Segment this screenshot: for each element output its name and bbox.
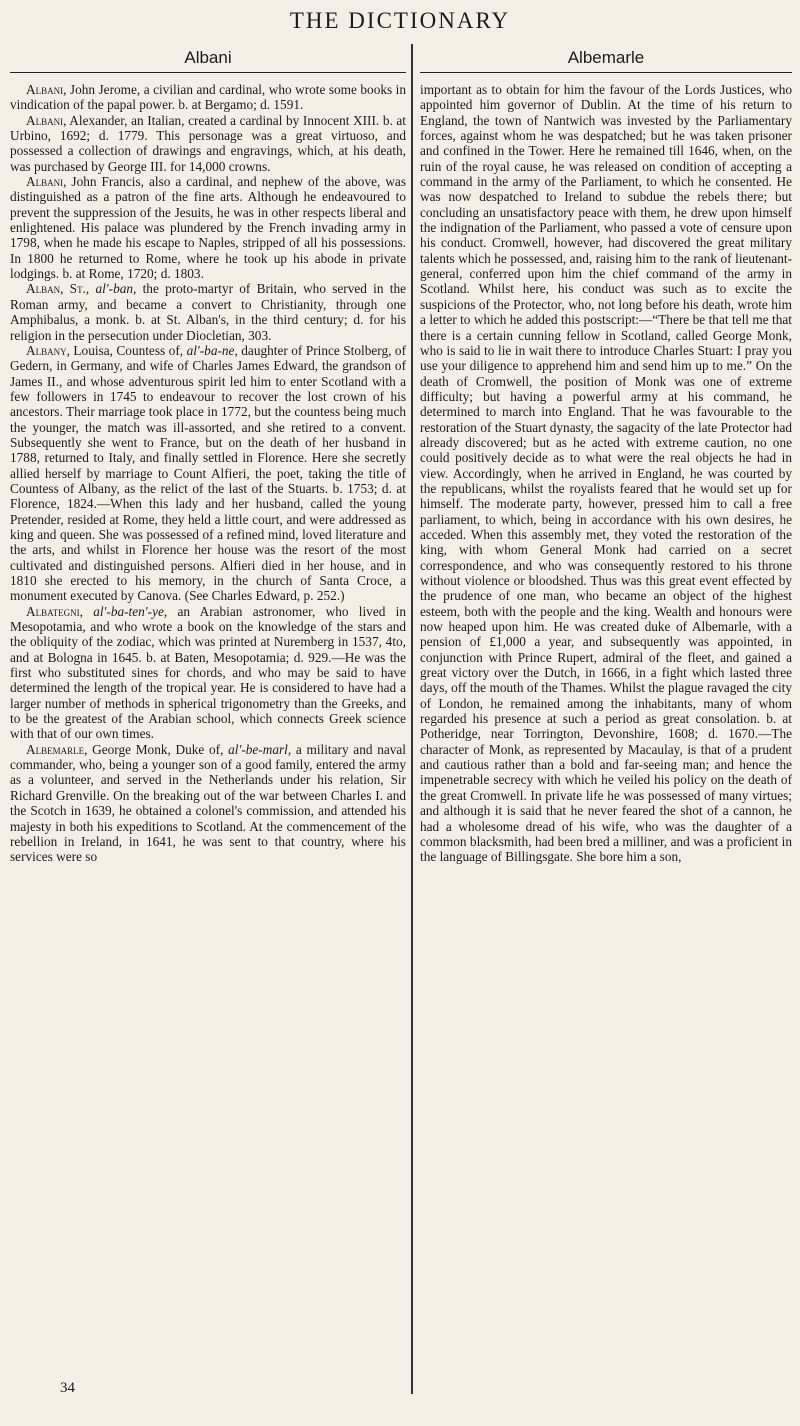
entry-text: John Jerome, a civilian and cardinal, who wrote some books in vindication of the papal power. b. at Bergamo; d. 1591. xyxy=(10,82,406,113)
entry-albemarle-george-monk xyxy=(10,742,406,865)
entry-headword: Albani, xyxy=(26,112,67,128)
entry-headword: Albani, xyxy=(26,82,67,97)
right-column-header: Albemarle xyxy=(420,44,792,73)
entry-alban-st xyxy=(10,281,406,342)
entry-text: a military and naval commander, who, being a younger son of a good family, entered the army as a volunteer, and served in the Netherlands under his relation, Sir Richard Grenville. On the breaking out of the war between Charles I. and the Scotch in 1639, he obtained a colonel's commission, and attended his majesty in both his expeditions to Scotland. At the commencement of the rebellion in Ireland, in 1641, he was sent to that country, where his services were so xyxy=(10,741,406,865)
entry-pronunciation: al'-ba-ne, xyxy=(186,342,238,358)
entry-text: daughter of Prince Stolberg, of Gedern, in Germany, and wife of Charles James Edward, the grandson of James II., and whose adventurous spirit led him to enter Scotland with a few followers in 1745 to endeavour to recover the lost crown of his ancestors. Their marriage took place in 1772, but the countess being much the younger, the match was ill-assorted, and she retired to a convent. Subsequently she went to France, but on the death of her husband in 1788, returned to Italy, and finally settled in Florence. Here she secretly allied herself by marriage to Count Alfieri, the poet, taking the title of Countess of Albany, as the relict of the last of the Stuarts. b. 1753; d. at Florence, 1824.—When this lady and her husband, called the young Pretender, resided at Rome, they held a little court, and were addressed as king and queen. She was possessed of a refined mind, loved literature and the arts, and whilst in Florence her house was the resort of the most cultivated and distinguished persons. Alfieri died in her house, and in 1810 she erected to his memory, in the church of Santa Croce, a monument executed by Canova. (See Charles Edward, p. 252.) xyxy=(10,342,406,604)
right-column xyxy=(420,82,792,865)
entry-text: John Francis, also a cardinal, and nephew of the above, was distinguished as a patron of the fine arts. Although he endeavoured to prevent the suppression of the Jesuits, he was in other respects liberal and enlightened. His palace was plundered by the French invading army in 1798, when he made his escape to Naples, stripped of all his possessions. In 1800 he returned to Rome, where he took up his abode in private lodgings. b. at Rome, 1720; d. 1803. xyxy=(10,174,406,282)
entry-headword: Albany, xyxy=(26,342,70,358)
column-divider xyxy=(411,44,413,1394)
left-column-header: Albani xyxy=(10,44,406,73)
entry-headword: Alban, St., xyxy=(26,281,90,297)
entry-text: important as to obtain for him the favour of the Lords Justices, who appointed him governor of Dublin. At the time of his return to England, the town of Nantwich was invested by the Parliamentary forces, against whom he was despatched; but he was taken prisoner and confined in the Tower. Here he remained till 1646, when, on the ruin of the royal cause, he was released on condition of accepting a command in the army of the Parliament, to which he consented. He was now despatched to Ireland to subdue the rebels there; but concluding an unsatisfactory peace with them, he drew upon himself the indignation of the Parliament, who passed a vote of censure upon his conduct. Cromwell, however, had discovered the great military talents which he possessed, and, raising him to the rank of lieutenant-general, conferred upon him the chief command of the army in Scotland. Whilst here, his conduct was such as to excite the suspicions of the Protector, who, not long before his death, wrote him a letter to which he added this postscript:—“There be that tell me that there is a certain cunning fellow in Scotland, called George Monk, who is said to lie in wait there to introduce Charles Stuart: I pray you use your diligence to apprehend him and send him up to me.” On the death of Cromwell, the position of Monk was one of extreme difficulty; but having a powerful army at his command, he determined to march into England. That he was favourable to the restoration of the Stuart dynasty, the sagacity of the late Protector had already discovered; but as he acted with extreme caution, no one could positively decide as to what were the real objects he had in view. Accordingly, when he arrived in England, he was courted by the republicans, whilst the royalists feared that he would set up for himself. The moderate party, however, pressed him to call a free parliament, to which, being in accordance with his own desires, he acceded. When this assembly met, they voted the restoration of the king, with whom General Monk had carried on a secret correspondence, and who was consequently restored to his throne without violence or bloodshed. Thus was this great event effected by the prudence of one man, who became an object of the highest esteem, both with the people and the king. Wealth and honours were now heaped upon him. He was created duke of Albemarle, with a pension of £1,000 a year, and subsequently was appointed, in conjunction with Prince Rupert, admiral of the fleet, and gained a great victory over the Dutch, in 1666, in a fight which lasted three days, off the mouth of the Thames. Whilst the plague ravaged the city of London, he remained among the inhabitants, many of whom regarded his presence at such a period as great consolation. b. at Potheridge, near Torrington, Devonshire, 1608; d. 1670.—The character of Monk, as represented by Macaulay, is that of a prudent and cautious rather than a bold and far-seeing man; and hence the impenetrable secrecy with which he veiled his policy on the death of the great Cromwell. In private life he was possessed of many virtues; and although it is said that he never feared the shot of a cannon, he had a wholesome dread of his wife, who was the daughter of a common blacksmith, had been bred a milliner, and was a proficient in the language of Billingsgate. She bore him a son, xyxy=(420,82,792,865)
entry-text: an Arabian astronomer, who lived in Mesopotamia, and who wrote a book on the knowledge of the stars and the obliquity of the zodiac, which was printed at Nuremberg in 1537, 4to, and at Bologna in 1645. b. at Baten, Mesopotamia; d. 929.—He was the first who substituted sines for chords, and who may be said to have determined the length of the tropical year. He is considered to have had a larger number of methods in spherical trigonometry than the Greeks, and to be the greatest of the Arabian school, which connects Greek science with that of our own times. xyxy=(10,603,407,742)
entry-pronunciation: al'-be-marl, xyxy=(228,741,292,757)
left-column xyxy=(10,82,406,865)
entry-headword: Albemarle, xyxy=(26,741,88,757)
entry-albany-louisa xyxy=(10,343,406,604)
entry-albani-alexander xyxy=(10,113,406,174)
entry-pronunciation: al'-ban, xyxy=(89,281,137,297)
entry-albani-john-jerome xyxy=(10,82,406,113)
entry-text: Louisa, Countess of, xyxy=(69,342,187,358)
entry-text: the proto-martyr of Britain, who served in the Roman army, and became a convert to Christianity, through one Amphibalus, a monk. b. at St. Alban's, in the third century; d. for his religion in the persecution under Diocletian, 303. xyxy=(10,281,406,343)
entry-pronunciation: al'-ba-ten'-ye, xyxy=(82,603,168,619)
entry-albategni xyxy=(10,604,406,742)
entry-text: Alexander, an Italian, created a cardinal by Innocent XIII. b. at Urbino, 1692; d. 1779. This personage was a great virtuoso, and possessed a collection of drawings and engravings, which, at his death, was purchased by George III. for 14,000 crowns. xyxy=(10,112,406,174)
entry-albani-john-francis xyxy=(10,174,406,281)
page-number: 34 xyxy=(60,1380,75,1396)
entry-albemarle-continued xyxy=(420,82,792,865)
entry-text: George Monk, Duke of, xyxy=(87,741,229,757)
entry-headword: Albategni, xyxy=(26,603,83,619)
page-title: THE DICTIONARY xyxy=(289,8,511,33)
entry-headword: Albani, xyxy=(26,174,67,190)
